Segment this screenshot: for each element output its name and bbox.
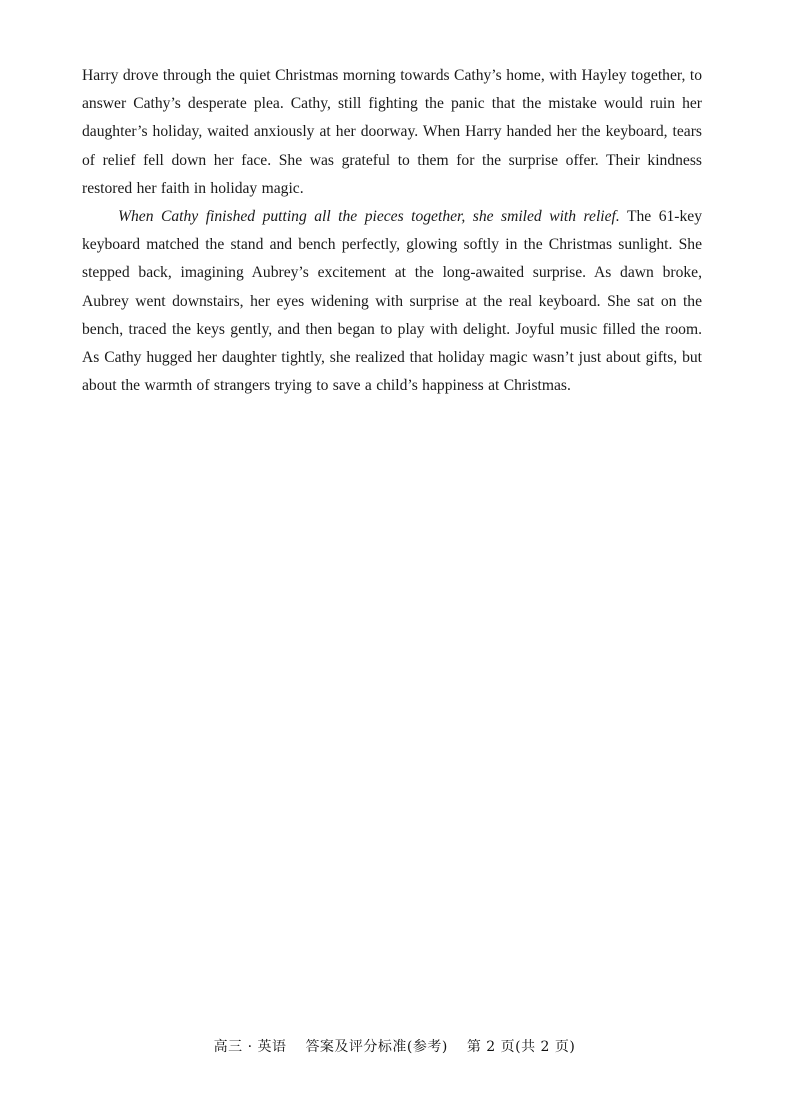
page-footer [0, 1036, 789, 1056]
footer-page-number: 第 2 页(共 2 页) [466, 1039, 576, 1055]
paragraph-2-body: The 61-key keyboard matched the stand and bench perfectly, glowing softly in the Christmas sunlight. She stepped back, imagining Aubrey’s excitement at the long-awaited surprise. As dawn broke, Aubrey went downstairs, her eyes widening with surprise at the real keyboard. She sat on the bench, traced the keys gently, and then began to play with delight. Joyful music filled the room. As Cathy hugged her daughter tightly, she realized that holiday magic wasn’t just about gifts, but about the warmth of strangers trying to save a child’s happiness at Christmas. [82, 208, 703, 395]
paragraph-2-lead-sentence: When Cathy finished putting all the pieces together, she smiled with relief. [118, 208, 620, 226]
paragraph-1: Harry drove through the quiet Christmas morning towards Cathy’s home, with Hayley together, to answer Cathy’s desperate plea. Cathy, still fighting the panic that the mistake would ruin her daughter’s holiday, waited anxiously at her doorway. When Harry handed her the keyboard, tears of relief fell down her face. She was grateful to them for the surprise offer. Their kindness restored her faith in holiday magic. [82, 67, 702, 197]
footer-course: 高三 · 英语 [213, 1039, 287, 1055]
paragraph-2 [82, 203, 702, 400]
footer-title: 答案及评分标准(参考) [305, 1039, 448, 1055]
document-body [82, 62, 702, 400]
